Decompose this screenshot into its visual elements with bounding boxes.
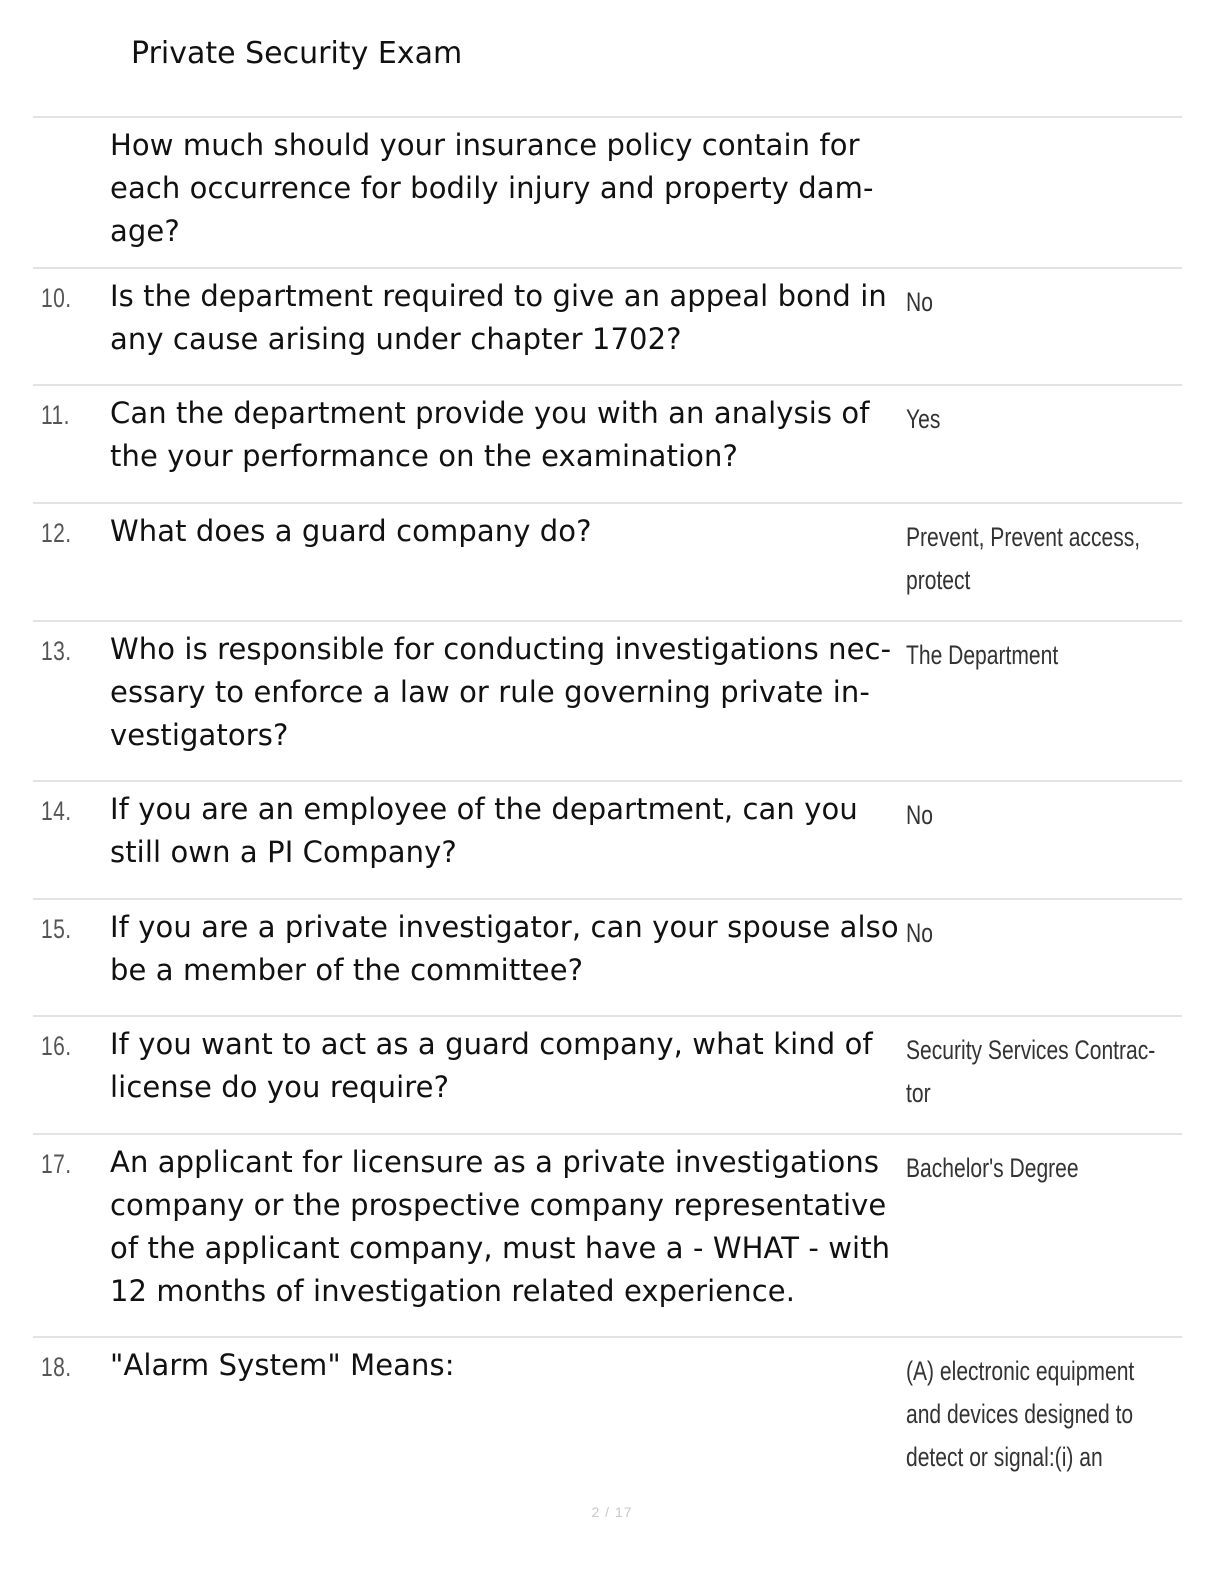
question-line: each occurrence for bodily injury and property dam- xyxy=(110,171,874,205)
page-indicator: 2 / 17 xyxy=(591,1504,633,1520)
question-text xyxy=(110,124,900,253)
answer-text: The Department xyxy=(906,640,1059,670)
question-number: 13. xyxy=(41,636,72,666)
question-number: 11. xyxy=(41,400,70,430)
answer-text: Prevent, Prevent access, protect xyxy=(906,522,1141,595)
question-number: 10. xyxy=(41,283,72,313)
answer-text: No xyxy=(906,287,933,317)
question-line: age? xyxy=(110,214,180,248)
answer-text: Yes xyxy=(906,404,941,434)
qa-row xyxy=(33,1338,1182,1488)
question-number: 15. xyxy=(41,914,72,944)
question-text: What does a guard company do? xyxy=(110,514,592,548)
question-number: 17. xyxy=(41,1149,72,1179)
document-title: Private Security Exam xyxy=(131,36,463,71)
answer-text: No xyxy=(906,918,933,948)
question-line: How much should your insurance policy contain for xyxy=(110,128,860,162)
qa-row xyxy=(33,622,1182,782)
qa-row xyxy=(33,504,1182,622)
question-text: Who is responsible for conducting investigations nec-essary to enforce a law or rule governing private in-vestigators? xyxy=(110,632,892,752)
qa-row xyxy=(33,118,1182,269)
qa-row xyxy=(33,900,1182,1017)
qa-row xyxy=(33,1135,1182,1338)
question-text: If you are an employee of the department, can you still own a PI Company? xyxy=(110,792,858,869)
question-number: 18. xyxy=(41,1352,72,1382)
qa-row xyxy=(33,1017,1182,1135)
question-text: Is the department required to give an appeal bond in any cause arising under chapter 1702? xyxy=(110,279,887,356)
question-text: Can the department provide you with an analysis of the your performance on the examination? xyxy=(110,396,870,473)
answer-text: No xyxy=(906,800,933,830)
question-text: If you are a private investigator, can your spouse also be a member of the committee? xyxy=(110,910,899,987)
question-text: If you want to act as a guard company, what kind of license do you require? xyxy=(110,1027,873,1104)
answer-text: Bachelor's Degree xyxy=(906,1153,1079,1183)
question-number: 16. xyxy=(41,1031,72,1061)
answer-text: (A) electronic equipment and devices designed to detect or signal:(i) an xyxy=(906,1356,1135,1472)
question-number: 12. xyxy=(41,518,72,548)
question-text: "Alarm System" Means: xyxy=(110,1348,455,1382)
question-number: 14. xyxy=(41,796,72,826)
qa-row xyxy=(33,269,1182,386)
answer-text: Security Services Contrac-tor xyxy=(906,1035,1156,1108)
question-text: An applicant for licensure as a private investigations company or the prospective company representative of the applicant company, must have a - WHAT - with 12 months of investigation related experience. xyxy=(110,1145,891,1308)
question-answer-list xyxy=(33,116,1182,1488)
qa-row xyxy=(33,386,1182,504)
qa-row xyxy=(33,782,1182,900)
